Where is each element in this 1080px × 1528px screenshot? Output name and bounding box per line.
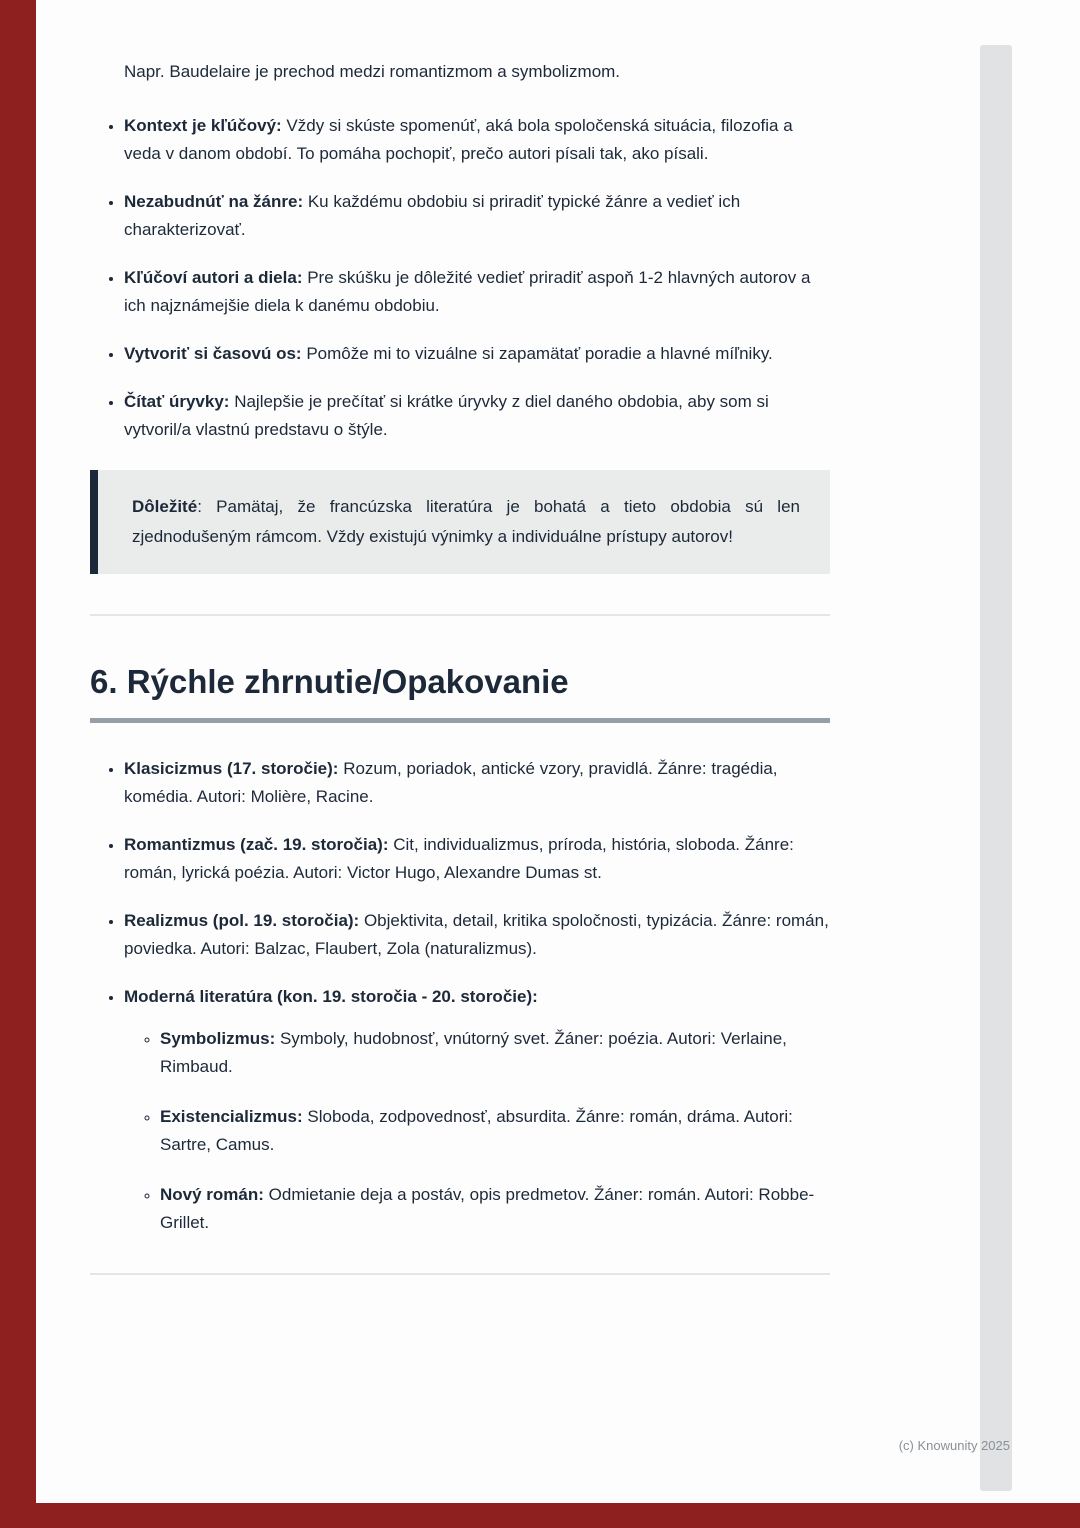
- list-item-term: Symbolizmus:: [160, 1029, 276, 1048]
- list-item-term: Realizmus (pol. 19. storočia):: [124, 911, 360, 930]
- paragraph-baudelaire: Napr. Baudelaire je prechod medzi romantizmom a symbolizmom.: [124, 62, 621, 81]
- list-item: [124, 388, 830, 444]
- list-item-term: Moderná literatúra (kon. 19. storočia - 20. storočie):: [124, 987, 538, 1006]
- list-item-term: Čítať úryvky:: [124, 392, 230, 411]
- list-item: [160, 1025, 830, 1081]
- callout-term: Dôležité: [132, 497, 198, 516]
- list-item-description: Vždy si skúste spomenúť, aká bola spoločenská situácia, filozofia a veda v danom období. To pomáha pochopiť, prečo autori písali tak, ako písali.: [124, 116, 793, 163]
- list-item: [124, 112, 830, 168]
- list-item: [124, 831, 830, 887]
- list-item-description: Sloboda, zodpovednosť, absurdita. Žánre: román, dráma. Autori: Sartre, Camus.: [160, 1107, 793, 1154]
- list-item: [124, 340, 830, 368]
- list-item-description: Najlepšie je prečítať si krátke úryvky z diel daného obdobia, aby som si vytvoril/a vlastnú predstavu o štýle.: [124, 392, 769, 439]
- page-border-bottom: [0, 1503, 1080, 1528]
- page-border-left: [0, 0, 36, 1528]
- important-callout: [90, 470, 830, 574]
- list-item-description: Pre skúšku je dôležité vedieť priradiť aspoň 1-2 hlavných autorov a ich najznámejšie diela k danému obdobiu.: [124, 268, 811, 315]
- list-item-term: Existencializmus:: [160, 1107, 303, 1126]
- list-item-term: Klasicizmus (17. storočie):: [124, 759, 339, 778]
- list-item: [124, 188, 830, 244]
- list-item-description: Symboly, hudobnosť, vnútorný svet. Žáner: poézia. Autori: Verlaine, Rimbaud.: [160, 1029, 787, 1076]
- summary-list: [90, 755, 830, 1237]
- document-content: [90, 0, 830, 1275]
- list-item: [124, 264, 830, 320]
- tips-list: [90, 112, 830, 444]
- list-item-description: Rozum, poriadok, antické vzory, pravidlá. Žánre: tragédia, komédia. Autori: Molière, Racine.: [124, 759, 778, 806]
- vertical-scrollbar[interactable]: [980, 45, 1012, 1491]
- list-item-term: Nový román:: [160, 1185, 264, 1204]
- list-item: [124, 755, 830, 811]
- callout-text: [132, 492, 800, 552]
- list-item-term: Vytvoriť si časovú os:: [124, 344, 302, 363]
- list-item: [160, 1103, 830, 1159]
- list-item: [160, 1181, 830, 1237]
- list-item-description: Objektivita, detail, kritika spoločnosti, typizácia. Žánre: román, poviedka. Autori: Balzac, Flaubert, Zola (naturalizmus).: [124, 911, 829, 958]
- list-item-description: Ku každému obdobiu si priradiť typické žánre a vedieť ich charakterizovať.: [124, 192, 741, 239]
- section-heading: 6. Rýchle zhrnutie/Opakovanie: [90, 662, 830, 723]
- callout-description: : Pamätaj, že francúzska literatúra je bohatá a tieto obdobia sú len zjednodušeným rámcom. Vždy existujú výnimky a individuálne prístupy autorov!: [132, 497, 800, 546]
- list-item-term: Kontext je kľúčový:: [124, 116, 282, 135]
- list-item-term: Kľúčoví autori a diela:: [124, 268, 303, 287]
- list-item-description: Cit, individualizmus, príroda, história, sloboda. Žánre: román, lyrická poézia. Autori: Victor Hugo, Alexandre Dumas st.: [124, 835, 794, 882]
- divider: [90, 1273, 830, 1275]
- modern-sublist: [124, 1025, 830, 1237]
- footer-credit: (c) Knowunity 2025: [898, 1438, 1010, 1453]
- list-item-description: Pomôže mi to vizuálne si zapamätať poradie a hlavné míľniky.: [301, 344, 773, 363]
- list-item-description: Odmietanie deja a postáv, opis predmetov. Žáner: román. Autori: Robbe-Grillet.: [160, 1185, 815, 1232]
- list-item-term: Romantizmus (zač. 19. storočia):: [124, 835, 389, 854]
- list-item: [124, 907, 830, 963]
- list-item: [124, 983, 830, 1237]
- list-item-term: Nezabudnúť na žánre:: [124, 192, 304, 211]
- divider: [90, 614, 830, 616]
